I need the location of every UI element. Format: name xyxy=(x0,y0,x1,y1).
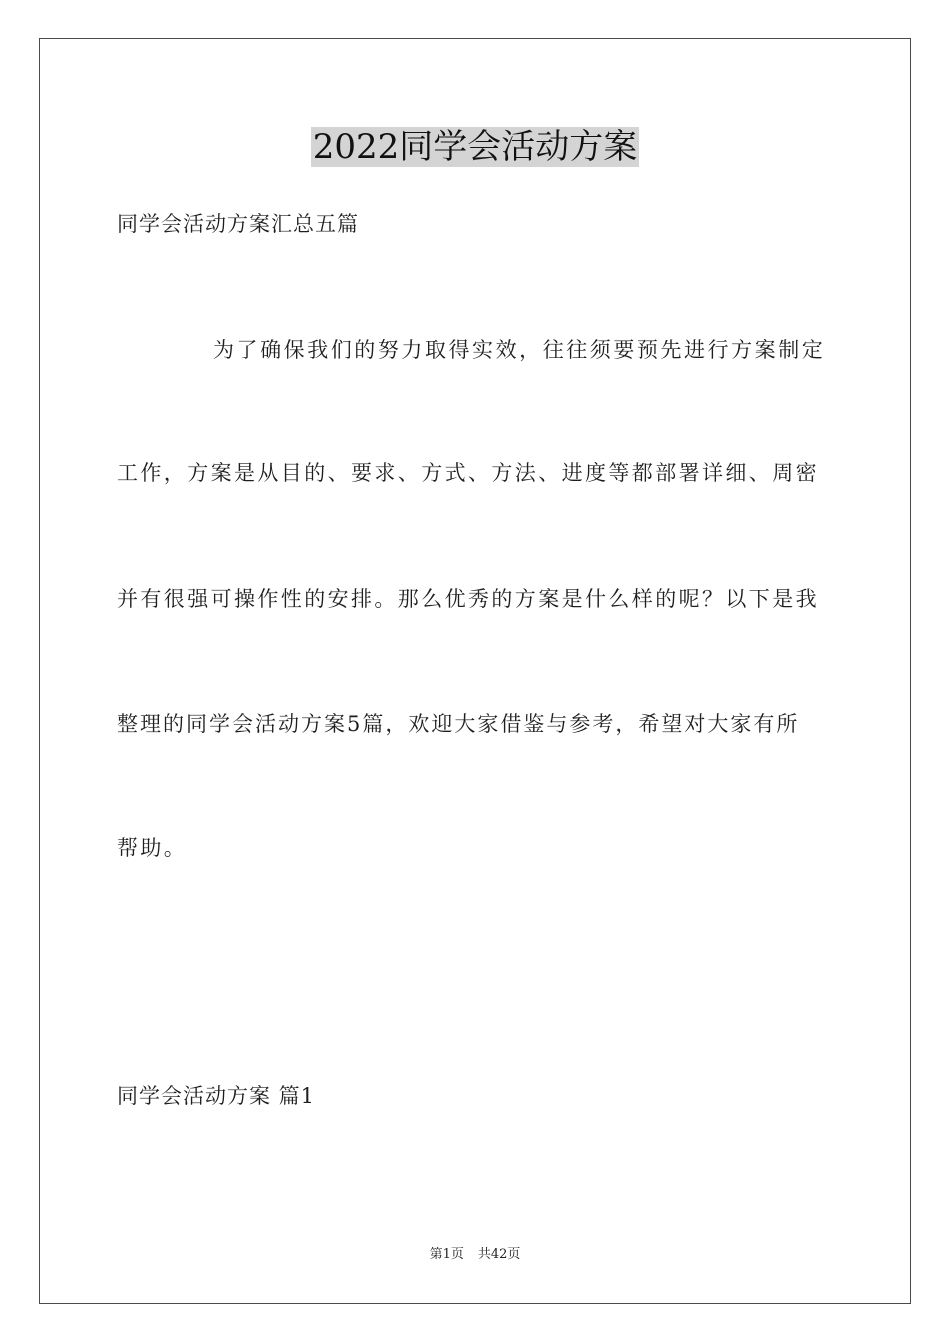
page-total: 共42页 xyxy=(477,1247,521,1262)
document-title: 2022同学会活动方案 xyxy=(312,127,638,167)
page-number: 第1页 xyxy=(429,1247,464,1262)
page-footer xyxy=(0,1246,950,1264)
intro-paragraph-line: 帮助。 xyxy=(117,836,188,860)
intro-paragraph-line: 整理的同学会活动方案5篇，欢迎大家借鉴与参考，希望对大家有所 xyxy=(117,712,800,736)
intro-paragraph-line: 并有很强可操作性的安排。那么优秀的方案是什么样的呢？以下是我 xyxy=(117,587,819,611)
intro-paragraph-line: 工作，方案是从目的、要求、方式、方法、进度等都部署详细、周密 xyxy=(117,461,819,485)
title-container xyxy=(0,127,950,167)
document-subtitle: 同学会活动方案汇总五篇 xyxy=(117,212,359,236)
section-heading: 同学会活动方案 篇1 xyxy=(117,1084,316,1108)
intro-paragraph-line: 为了确保我们的努力取得实效，往往须要预先进行方案制定 xyxy=(213,338,826,362)
